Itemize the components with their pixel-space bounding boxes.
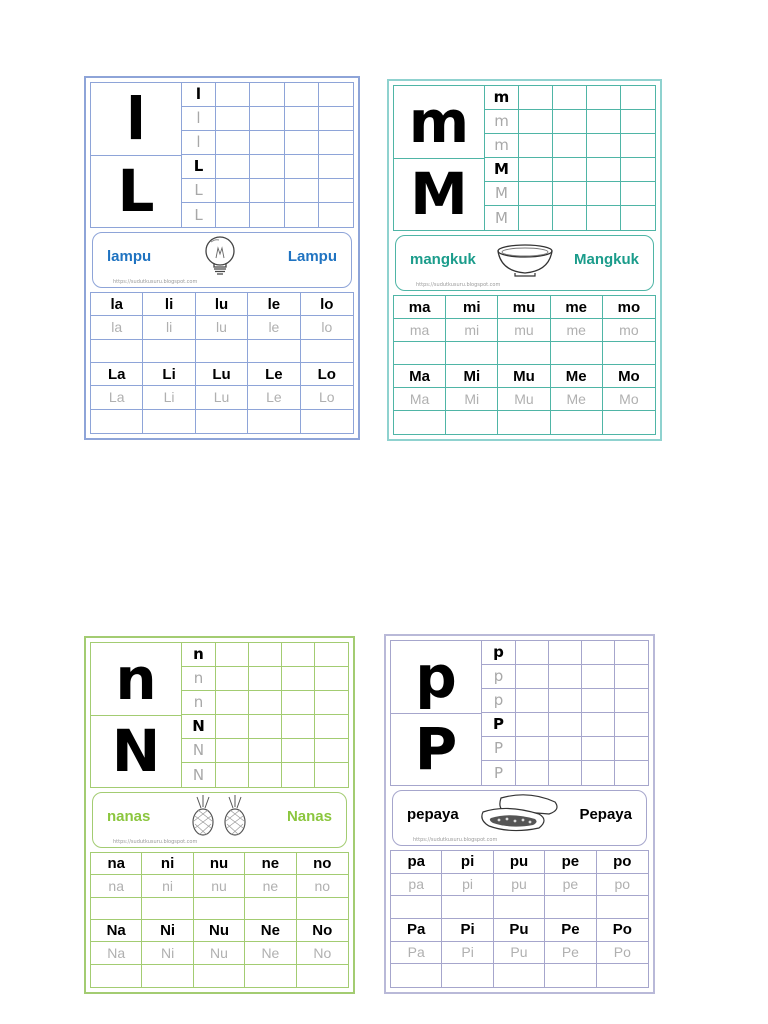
syllable-trace: Mi <box>446 388 498 411</box>
word-capitalized: Lampu <box>287 247 337 265</box>
syllable: Le <box>248 363 300 386</box>
syllable: mi <box>446 296 498 319</box>
blank-cell <box>582 761 615 785</box>
syllable-trace: Pu <box>494 942 545 965</box>
syllable-trace: mi <box>446 319 498 342</box>
blank-cell <box>301 410 353 433</box>
blank-cell <box>216 763 249 787</box>
syllable: mu <box>498 296 550 319</box>
word-capitalized: Pepaya <box>579 805 632 823</box>
big-uppercase-letter: M <box>394 158 484 231</box>
blank-cell <box>301 340 353 363</box>
blank-cell <box>442 896 493 919</box>
blank-cell <box>285 203 319 227</box>
blank-cell <box>319 131 353 155</box>
big-letter-column <box>91 83 182 227</box>
blank-cell <box>519 134 553 158</box>
syllable: na <box>91 853 142 875</box>
blank-cell <box>248 340 300 363</box>
blank-cell <box>519 182 553 206</box>
syllable: Mu <box>498 365 550 388</box>
blank-cell <box>216 83 250 107</box>
syllable-trace: mo <box>603 319 655 342</box>
big-letter-column <box>394 86 485 230</box>
model-lowercase-letter: m <box>485 86 519 110</box>
blank-cell <box>621 182 655 206</box>
syllable: mo <box>603 296 655 319</box>
blank-cell <box>498 342 550 365</box>
blank-cell <box>516 713 549 737</box>
blank-cell <box>446 411 498 434</box>
syllable: Po <box>597 919 648 942</box>
syllable-trace: Pe <box>545 942 596 965</box>
blank-cell <box>621 134 655 158</box>
syllable: la <box>91 293 143 316</box>
blank-cell <box>553 182 587 206</box>
blank-cell <box>216 131 250 155</box>
papaya-icon <box>471 792 567 836</box>
blank-cell <box>494 964 545 987</box>
pineapple-icon <box>178 794 260 838</box>
blank-cell <box>615 641 648 665</box>
syllable: nu <box>194 853 245 875</box>
blank-cell <box>319 107 353 131</box>
blank-cell <box>516 665 549 689</box>
blank-cell <box>194 965 245 987</box>
blank-cell <box>282 667 315 691</box>
blank-cell <box>545 896 596 919</box>
syllable-trace: Na <box>91 942 142 964</box>
trace-lowercase-letter: m <box>485 110 519 134</box>
big-uppercase-letter: N <box>91 715 181 788</box>
blank-cell <box>319 179 353 203</box>
blank-cell <box>315 643 348 667</box>
blank-cell <box>315 739 348 763</box>
syllable-trace: Pa <box>391 942 442 965</box>
blank-cell <box>249 691 282 715</box>
syllable-trace: le <box>248 316 300 339</box>
blank-cell <box>553 86 587 110</box>
trace-uppercase-letter: P <box>482 761 516 785</box>
blank-cell <box>446 342 498 365</box>
trace-uppercase-letter: L <box>182 179 216 203</box>
blank-cell <box>587 110 621 134</box>
model-lowercase-letter: p <box>482 641 516 665</box>
syllable-grid <box>393 295 656 435</box>
blank-cell <box>519 206 553 230</box>
blank-cell <box>519 86 553 110</box>
model-uppercase-letter: N <box>182 715 216 739</box>
bowl-icon <box>493 237 557 281</box>
blank-cell <box>549 761 582 785</box>
word-lowercase: mangkuk <box>410 250 476 268</box>
syllable: pe <box>545 851 596 874</box>
blank-cell <box>582 713 615 737</box>
trace-lowercase-letter: n <box>182 691 216 715</box>
blank-cell <box>196 340 248 363</box>
word-capitalized: Mangkuk <box>573 250 639 268</box>
trace-uppercase-letter: P <box>482 737 516 761</box>
model-lowercase-letter: l <box>182 83 216 107</box>
syllable-trace: pe <box>545 874 596 897</box>
blank-cell <box>494 896 545 919</box>
word-banner <box>92 232 352 288</box>
syllable-trace: po <box>597 874 648 897</box>
syllable: Pa <box>391 919 442 942</box>
blank-cell <box>248 410 300 433</box>
blank-cell <box>196 410 248 433</box>
syllable: Pu <box>494 919 545 942</box>
blank-cell <box>282 643 315 667</box>
syllable: ne <box>245 853 296 875</box>
syllable-trace: Mu <box>498 388 550 411</box>
blank-cell <box>621 110 655 134</box>
blank-cell <box>587 206 621 230</box>
blank-cell <box>245 898 296 920</box>
blank-cell <box>549 641 582 665</box>
blank-cell <box>582 641 615 665</box>
blank-cell <box>516 689 549 713</box>
blank-cell <box>549 713 582 737</box>
syllable-trace: Lu <box>196 386 248 409</box>
syllable: Mo <box>603 365 655 388</box>
syllable-trace: No <box>297 942 348 964</box>
letter-trace-grid <box>485 86 655 230</box>
big-uppercase-letter: P <box>391 713 481 786</box>
syllable: Na <box>91 920 142 942</box>
blank-cell <box>587 134 621 158</box>
blank-cell <box>582 665 615 689</box>
source-url: https://sudutkusuru.blogspot.com <box>413 837 498 843</box>
syllable-grid <box>90 852 349 988</box>
source-url: https://sudutkusuru.blogspot.com <box>416 282 501 288</box>
big-letter-column <box>391 641 482 785</box>
blank-cell <box>249 643 282 667</box>
big-lowercase-letter: p <box>415 642 457 711</box>
syllable: lo <box>301 293 353 316</box>
syllable-trace: pa <box>391 874 442 897</box>
letter-trace-grid <box>482 641 648 785</box>
syllable-trace: me <box>551 319 603 342</box>
syllable-trace: Ma <box>394 388 446 411</box>
blank-cell <box>315 763 348 787</box>
letter-tracing-section <box>90 82 354 228</box>
word-banner <box>92 792 347 848</box>
blank-cell <box>516 761 549 785</box>
blank-cell <box>91 965 142 987</box>
trace-uppercase-letter: L <box>182 203 216 227</box>
blank-cell <box>582 737 615 761</box>
trace-uppercase-letter: M <box>485 182 519 206</box>
syllable-trace: no <box>297 875 348 897</box>
blank-cell <box>549 689 582 713</box>
blank-cell <box>549 737 582 761</box>
blank-cell <box>319 83 353 107</box>
syllable-trace: pi <box>442 874 493 897</box>
syllable-trace: Nu <box>194 942 245 964</box>
blank-cell <box>282 691 315 715</box>
blank-cell <box>194 898 245 920</box>
syllable: me <box>551 296 603 319</box>
blank-cell <box>621 206 655 230</box>
trace-uppercase-letter: N <box>182 763 216 787</box>
syllable: Me <box>551 365 603 388</box>
blank-cell <box>553 206 587 230</box>
model-uppercase-letter: P <box>482 713 516 737</box>
blank-cell <box>545 964 596 987</box>
blank-cell <box>621 158 655 182</box>
blank-cell <box>250 107 284 131</box>
word-lowercase: lampu <box>107 247 152 265</box>
letter-tracing-section <box>390 640 649 786</box>
letter-trace-grid <box>182 83 353 227</box>
blank-cell <box>549 665 582 689</box>
blank-cell <box>553 110 587 134</box>
syllable: li <box>143 293 195 316</box>
blank-cell <box>297 898 348 920</box>
syllable-trace: Po <box>597 942 648 965</box>
syllable: Pe <box>545 919 596 942</box>
blank-cell <box>216 155 250 179</box>
syllable-trace: ne <box>245 875 296 897</box>
blank-cell <box>597 896 648 919</box>
big-letter-column <box>91 643 182 787</box>
source-url: https://sudutkusuru.blogspot.com <box>113 839 198 845</box>
letter-tracing-section <box>90 642 349 788</box>
syllable-trace: Ne <box>245 942 296 964</box>
blank-cell <box>285 131 319 155</box>
blank-cell <box>249 763 282 787</box>
syllable-trace: Mo <box>603 388 655 411</box>
blank-cell <box>142 898 193 920</box>
blank-cell <box>394 411 446 434</box>
blank-cell <box>394 342 446 365</box>
word-capitalized: Nanas <box>286 807 332 825</box>
blank-cell <box>615 713 648 737</box>
trace-lowercase-letter: l <box>182 107 216 131</box>
blank-cell <box>250 83 284 107</box>
blank-cell <box>319 203 353 227</box>
syllable-trace: Le <box>248 386 300 409</box>
blank-cell <box>216 203 250 227</box>
blank-cell <box>582 689 615 713</box>
blank-cell <box>282 739 315 763</box>
syllable: Ma <box>394 365 446 388</box>
blank-cell <box>516 737 549 761</box>
blank-cell <box>285 179 319 203</box>
blank-cell <box>551 411 603 434</box>
blank-cell <box>249 715 282 739</box>
syllable-grid <box>390 850 649 988</box>
model-lowercase-letter: n <box>182 643 216 667</box>
blank-cell <box>250 131 284 155</box>
blank-cell <box>250 155 284 179</box>
blank-cell <box>615 665 648 689</box>
blank-cell <box>216 691 249 715</box>
blank-cell <box>285 107 319 131</box>
syllable-trace: pu <box>494 874 545 897</box>
blank-cell <box>615 737 648 761</box>
syllable-grid <box>90 292 354 434</box>
blank-cell <box>142 965 193 987</box>
blank-cell <box>551 342 603 365</box>
letter-tracing-section <box>393 85 656 231</box>
model-uppercase-letter: M <box>485 158 519 182</box>
syllable: Pi <box>442 919 493 942</box>
blank-cell <box>282 715 315 739</box>
blank-cell <box>603 342 655 365</box>
blank-cell <box>519 110 553 134</box>
big-uppercase-letter: L <box>91 155 181 228</box>
syllable-trace: ni <box>142 875 193 897</box>
syllable: le <box>248 293 300 316</box>
blank-cell <box>553 158 587 182</box>
blank-cell <box>587 158 621 182</box>
blank-cell <box>391 964 442 987</box>
trace-uppercase-letter: M <box>485 206 519 230</box>
syllable-trace: Pi <box>442 942 493 965</box>
syllable-trace: lo <box>301 316 353 339</box>
syllable-trace: Ni <box>142 942 193 964</box>
syllable-trace: la <box>91 316 143 339</box>
blank-cell <box>91 340 143 363</box>
worksheet-card-l <box>84 76 360 440</box>
syllable: Ni <box>142 920 193 942</box>
syllable-trace: na <box>91 875 142 897</box>
syllable-trace: Lo <box>301 386 353 409</box>
source-url: https://sudutkusuru.blogspot.com <box>113 279 198 285</box>
syllable-trace: ma <box>394 319 446 342</box>
trace-lowercase-letter: n <box>182 667 216 691</box>
syllable: lu <box>196 293 248 316</box>
word-lowercase: nanas <box>107 807 151 825</box>
blank-cell <box>297 965 348 987</box>
syllable-trace: nu <box>194 875 245 897</box>
syllable: La <box>91 363 143 386</box>
blank-cell <box>245 965 296 987</box>
trace-lowercase-letter: l <box>182 131 216 155</box>
blank-cell <box>216 667 249 691</box>
blank-cell <box>603 411 655 434</box>
blank-cell <box>615 689 648 713</box>
syllable-trace: li <box>143 316 195 339</box>
syllable: Li <box>143 363 195 386</box>
word-lowercase: pepaya <box>407 805 459 823</box>
worksheet-card-p <box>384 634 655 994</box>
trace-lowercase-letter: p <box>482 665 516 689</box>
syllable: ma <box>394 296 446 319</box>
blank-cell <box>216 643 249 667</box>
syllable: pi <box>442 851 493 874</box>
blank-cell <box>285 83 319 107</box>
syllable: Mi <box>446 365 498 388</box>
blank-cell <box>249 667 282 691</box>
trace-lowercase-letter: m <box>485 134 519 158</box>
blank-cell <box>91 898 142 920</box>
syllable-trace: Li <box>143 386 195 409</box>
blank-cell <box>587 182 621 206</box>
blank-cell <box>516 641 549 665</box>
letter-trace-grid <box>182 643 348 787</box>
blank-cell <box>519 158 553 182</box>
blank-cell <box>250 203 284 227</box>
syllable: Ne <box>245 920 296 942</box>
syllable: No <box>297 920 348 942</box>
blank-cell <box>315 715 348 739</box>
worksheet-card-n <box>84 636 355 994</box>
syllable-trace: mu <box>498 319 550 342</box>
word-banner <box>392 790 647 846</box>
blank-cell <box>285 155 319 179</box>
syllable: pa <box>391 851 442 874</box>
light-bulb-icon <box>188 234 252 278</box>
blank-cell <box>143 410 195 433</box>
worksheet-card-m <box>387 79 662 441</box>
blank-cell <box>621 86 655 110</box>
blank-cell <box>615 761 648 785</box>
syllable: no <box>297 853 348 875</box>
blank-cell <box>315 667 348 691</box>
blank-cell <box>553 134 587 158</box>
blank-cell <box>143 340 195 363</box>
blank-cell <box>216 107 250 131</box>
blank-cell <box>91 410 143 433</box>
syllable: Nu <box>194 920 245 942</box>
syllable-trace: lu <box>196 316 248 339</box>
trace-uppercase-letter: N <box>182 739 216 763</box>
syllable-trace: La <box>91 386 143 409</box>
syllable: Lo <box>301 363 353 386</box>
blank-cell <box>597 964 648 987</box>
blank-cell <box>249 739 282 763</box>
syllable: po <box>597 851 648 874</box>
blank-cell <box>319 155 353 179</box>
syllable-trace: Me <box>551 388 603 411</box>
big-lowercase-letter: n <box>115 644 157 713</box>
blank-cell <box>282 763 315 787</box>
blank-cell <box>216 739 249 763</box>
model-uppercase-letter: L <box>182 155 216 179</box>
word-banner <box>395 235 654 291</box>
blank-cell <box>250 179 284 203</box>
blank-cell <box>587 86 621 110</box>
big-lowercase-letter: l <box>126 84 146 153</box>
blank-cell <box>315 691 348 715</box>
syllable: pu <box>494 851 545 874</box>
blank-cell <box>498 411 550 434</box>
big-lowercase-letter: m <box>408 87 470 156</box>
syllable: ni <box>142 853 193 875</box>
trace-lowercase-letter: p <box>482 689 516 713</box>
blank-cell <box>442 964 493 987</box>
blank-cell <box>391 896 442 919</box>
syllable: Lu <box>196 363 248 386</box>
blank-cell <box>216 179 250 203</box>
blank-cell <box>216 715 249 739</box>
